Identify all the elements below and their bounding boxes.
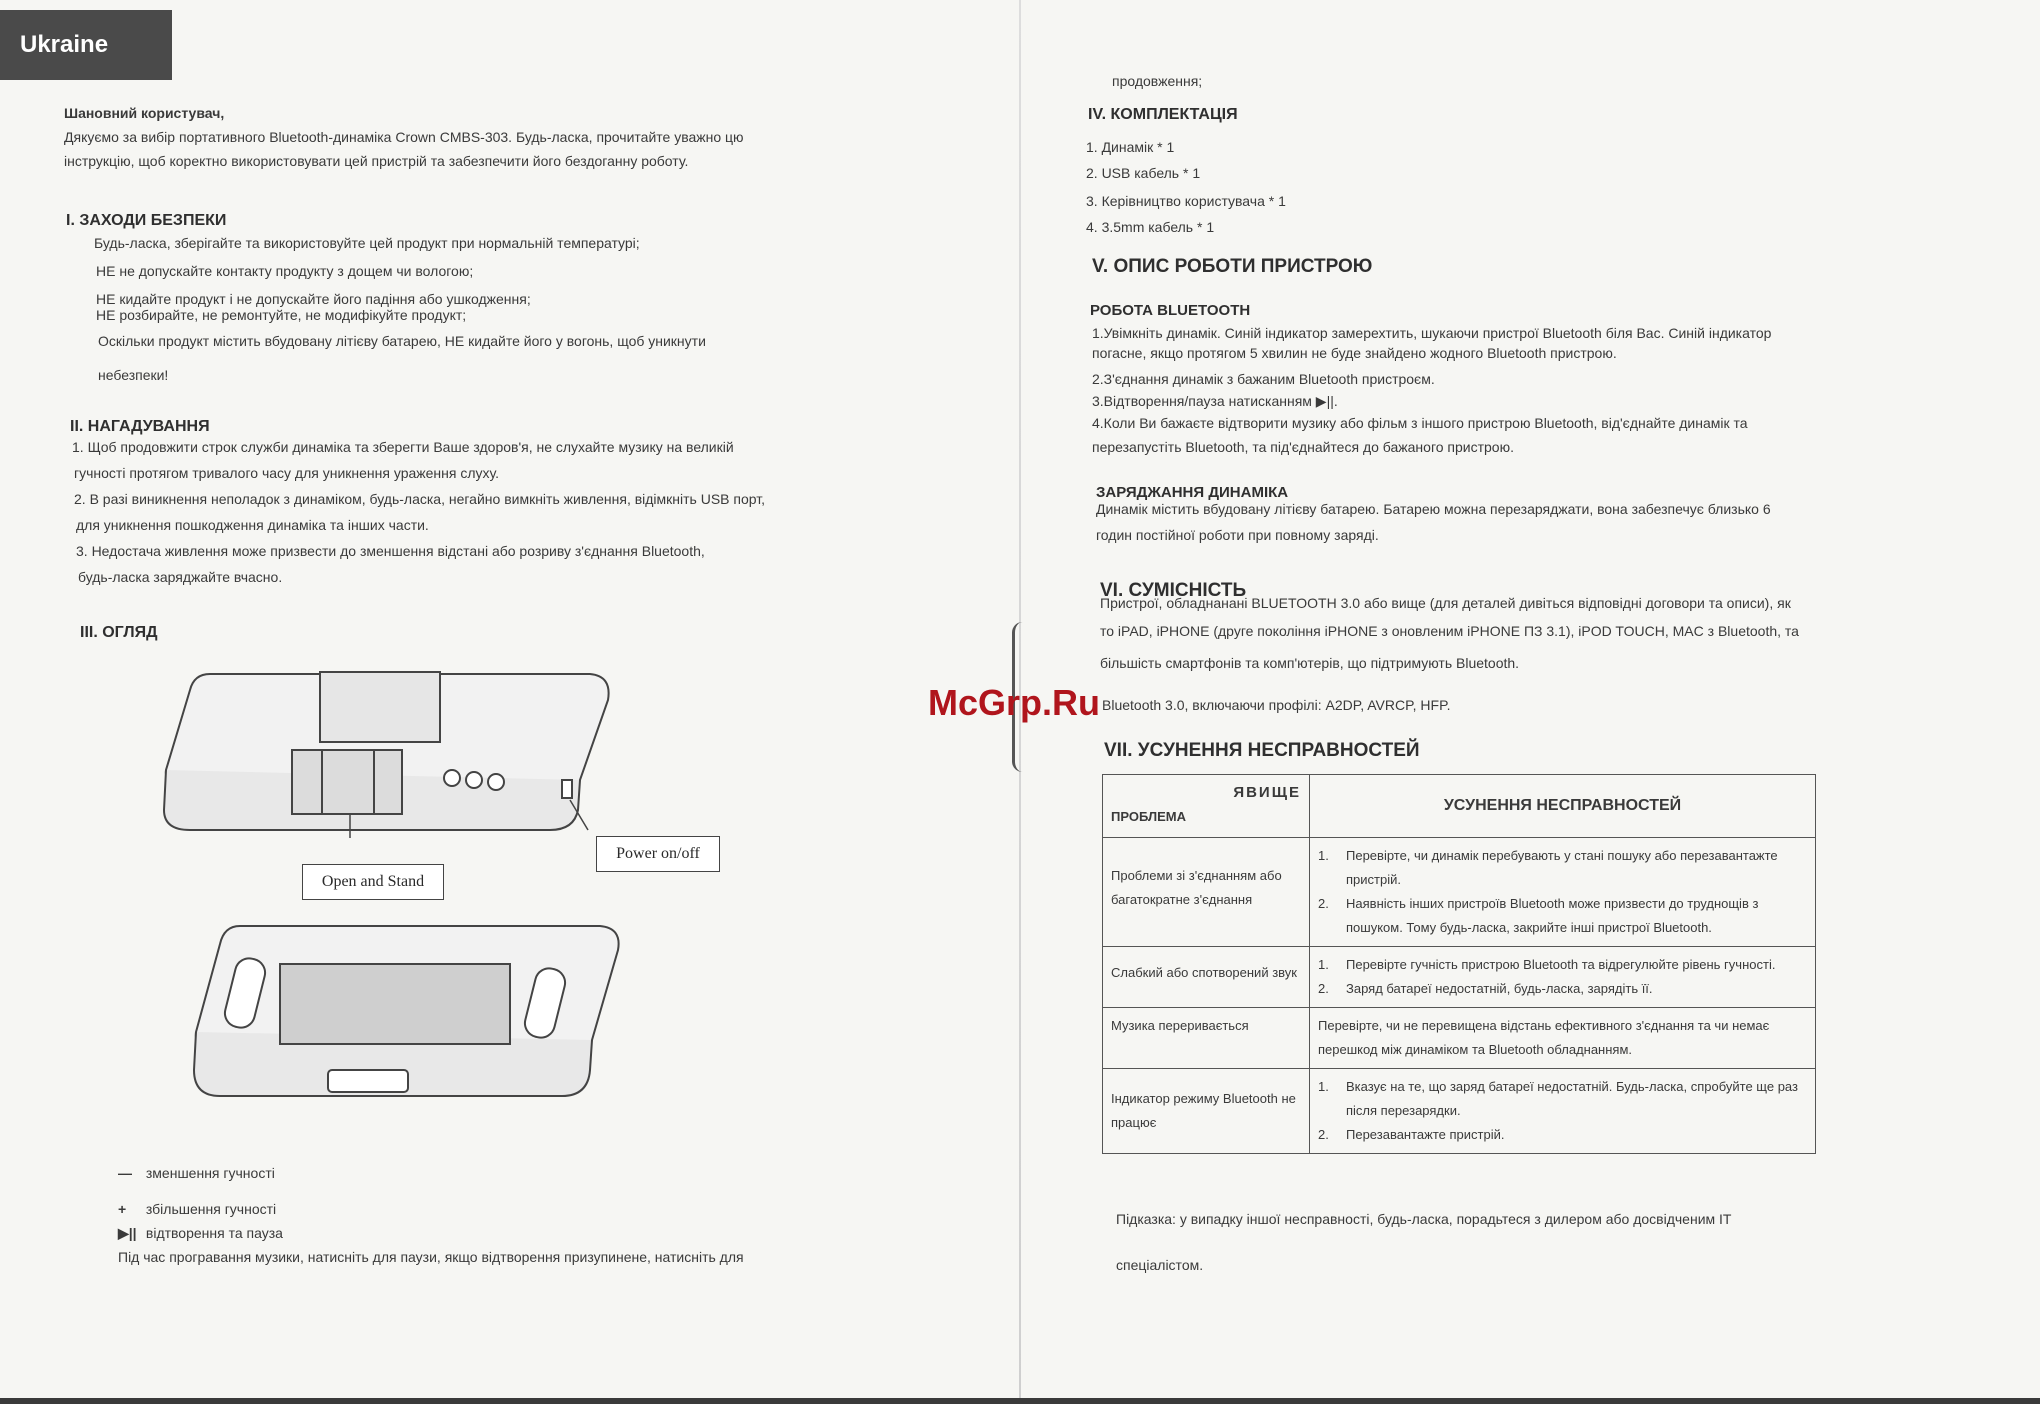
region-label: Ukraine (0, 10, 172, 80)
package-item: 3. Керівництво користувача * 1 (1086, 193, 1286, 209)
bt-title: РОБОТА BLUETOOTH (1090, 302, 1251, 319)
reminder-line: будь-ласка заряджайте вчасно. (78, 569, 283, 585)
problem-cell: Музика переривається (1103, 1008, 1310, 1069)
legend-text: відтворення та пауза (145, 1225, 283, 1241)
overview-title: III. ОГЛЯД (80, 624, 158, 641)
bt-line: 4.Коли Ви бажаєте відтворити музику або фільм з іншого пристрою Bluetooth, від'єднайте динамік та (1092, 415, 1748, 431)
fix-item: Заряд батареї недостатній, будь-ласка, зарядіть її. (1346, 981, 1653, 996)
minus-icon: — (118, 1165, 132, 1181)
safety-line: небезпеки! (98, 367, 169, 383)
legend-item-volume-down (118, 1162, 275, 1184)
watermark: McGrp.Ru (928, 682, 1101, 723)
table-row (1103, 1069, 1816, 1154)
bt-line: перезапустіть Bluetooth, та під'єднайтеся до бажаного пристрою. (1092, 439, 1514, 455)
safety-line: НЕ розбирайте, не ремонтуйте, не модифікуйте продукт; (96, 307, 467, 323)
trouble-title: VII. УСУНЕННЯ НЕСПРАВНОСТЕЙ (1104, 740, 1420, 761)
bt-line: 3.Відтворення/пауза натисканням ▶||. (1092, 393, 1338, 409)
compat-line: Пристрої, обладнанані BLUETOOTH 3.0 або вище (для деталей дивіться відповідні договори та описи), як (1100, 595, 1791, 611)
fix-item: Перевірте гучність пристрою Bluetooth та відрегулюйте рівень гучності. (1346, 957, 1776, 972)
intro-line-1: Дякуємо за вибір портативного Bluetooth-динаміка Crown CMBS-303. Будь-ласка, прочитайте уважно цю (64, 129, 744, 145)
charge-line: Динамік містить вбудовану літієву батарею. Батарею можна перезаряджати, вона забезпечує близько 6 (1096, 501, 1771, 517)
fix-cell: 1. Вказує на те, що заряд батареї недостатній. Будь-ласка, спробуйте ще раз після перезарядки. 2. Перезавантажте пристрій. (1310, 1069, 1816, 1154)
compat-line: то iPAD, iPHONE (друге покоління iPHONE з оновленим iPHONE ПЗ 3.1), iPOD TOUCH, MAC з Bluetooth, та (1100, 623, 1799, 639)
intro-line-2: інструкцію, щоб коректно використовувати цей пристрій та забезпечити його бездоганну роботу. (64, 153, 689, 169)
table-header-corner (1103, 775, 1310, 838)
hint-line-2: спеціалістом. (1116, 1257, 1204, 1273)
package-title: IV. КОМПЛЕКТАЦІЯ (1088, 106, 1238, 123)
compat-title: VI. СУМІСНІСТЬ (1100, 580, 1247, 601)
bt-line: погасне, якщо протягом 5 хвилин не буде знайдено жодного Bluetooth пристрою. (1092, 345, 1617, 361)
header-problem: ПРОБЛЕМА (1111, 809, 1186, 824)
fix-item: Перевірте, чи динамік перебувають у стані пошуку або перезавантажте пристрій. (1346, 848, 1778, 887)
reminder-line: 1. Щоб продовжити строк служби динаміка та зберегти Ваше здоров'я, не слухайте музику на великій (72, 439, 734, 455)
speaker-illustration-top (150, 660, 620, 840)
fix-item: Наявність інших пристроїв Bluetooth може призвести до труднощів з пошуком. Тому будь-ласка, закрийте інші пристрої Bluetooth. (1346, 896, 1759, 935)
bt-line: 1.Увімкніть динамік. Синій індикатор замерехтить, шукаючи пристрої Bluetooth біля Вас. Синій індикатор (1092, 325, 1772, 341)
header-phenomenon: ЯВИЩЕ (1233, 784, 1301, 801)
play-pause-icon (466, 772, 482, 788)
reminder-line: гучності протягом тривалого часу для уникнення ураження слуху. (74, 465, 500, 481)
safety-line: Оскільки продукт містить вбудовану літієву батарею, НЕ кидайте його у вогонь, щоб уникнути (98, 333, 706, 349)
play-note: Під час програвання музики, натисніть для паузи, якщо відтворення призупинене, натисніть для (118, 1249, 744, 1265)
fix-cell: 1. Перевірте, чи динамік перебувають у стані пошуку або перезавантажте пристрій. 2. Наявність інших пристроїв Bluetooth може призвести до труднощів з пошуком. Тому будь-ласка, закрийте інші пристрої Bluetooth. (1310, 838, 1816, 947)
play-pause-icon: ▶|| (118, 1225, 137, 1241)
header-fix: УСУНЕННЯ НЕСПРАВНОСТЕЙ (1310, 775, 1816, 838)
reminder-title: II. НАГАДУВАННЯ (70, 418, 210, 435)
reminder-line: 2. В разі виникнення неполадок з динаміком, будь-ласка, негайно вимкніть живлення, відімкніть USB порт, (74, 491, 766, 507)
volume-down-icon (444, 770, 460, 786)
safety-title: I. ЗАХОДИ БЕЗПЕКИ (66, 212, 227, 229)
plus-icon: + (118, 1201, 127, 1217)
legend-item-play-pause (118, 1222, 283, 1244)
table-row (1103, 947, 1816, 1008)
package-item: 1. Динамік * 1 (1086, 139, 1175, 155)
compat-line: Bluetooth 3.0, включаючи профілі: A2DP, AVRCP, HFP. (1102, 697, 1451, 713)
legend-text: збільшення гучності (145, 1201, 277, 1217)
safety-line: НЕ кидайте продукт і не допускайте його падіння або ушкодження; (96, 291, 531, 307)
bottom-border (0, 1398, 2040, 1404)
charge-title: ЗАРЯДЖАННЯ ДИНАМІКА (1096, 484, 1289, 501)
compat-line: більшість смартфонів та комп'ютерів, що підтримують Bluetooth. (1100, 655, 1520, 671)
fix-item: Вказує на те, що заряд батареї недостатній. Будь-ласка, спробуйте ще раз після перезарядки. (1346, 1079, 1798, 1118)
problem-cell: Проблеми зі з'єднанням або багатократне з'єднання (1103, 838, 1310, 947)
speaker-illustration-bottom (190, 920, 630, 1100)
right-page (1020, 0, 2040, 1404)
package-item: 2. USB кабель * 1 (1086, 165, 1201, 181)
reminder-line: 3. Недостача живлення може призвести до зменшення відстані або розриву з'єднання Bluetooth, (76, 543, 705, 559)
callout-power: Power on/off (596, 836, 720, 872)
table-row (1103, 1008, 1816, 1069)
legend-item-volume-up (118, 1198, 276, 1220)
fix-cell: Перевірте, чи не перевищена відстань ефективного з'єднання та чи немає перешкод між динаміком та Bluetooth обладнанням. (1310, 1008, 1816, 1069)
legend-text: зменшення гучності (145, 1165, 275, 1181)
hint-line-1: Підказка: у випадку іншої несправності, будь-ласка, порадьтеся з дилером або досвідченим IT (1116, 1211, 1732, 1227)
volume-up-icon (488, 774, 504, 790)
callout-open-and-stand: Open and Stand (302, 864, 444, 900)
safety-line: Будь-ласка, зберігайте та використовуйте цей продукт при нормальній температурі; (94, 235, 640, 251)
table-row (1103, 838, 1816, 947)
fix-item: Перезавантажте пристрій. (1346, 1127, 1505, 1142)
safety-line: НЕ не допускайте контакту продукту з дощем чи вологою; (96, 263, 474, 279)
continuation-text: продовження; (1112, 73, 1203, 89)
problem-cell: Слабкий або спотворений звук (1103, 947, 1310, 1008)
operation-title: V. ОПИС РОБОТИ ПРИСТРОЮ (1092, 256, 1373, 277)
fix-cell: 1. Перевірте гучність пристрою Bluetooth та відрегулюйте рівень гучності. 2. Заряд батареї недостатній, будь-ласка, зарядіть її. (1310, 947, 1816, 1008)
reminder-line: для уникнення пошкодження динаміка та інших части. (76, 517, 429, 533)
package-item: 4. 3.5mm кабель * 1 (1086, 219, 1215, 235)
problem-cell: Індикатор режиму Bluetooth не працює (1103, 1069, 1310, 1154)
greeting: Шановний користувач, (64, 105, 225, 121)
charge-line: годин постійної роботи при повному заряді. (1096, 527, 1379, 543)
troubleshooting-table (1102, 774, 1816, 1154)
bt-line: 2.З'єднання динамік з бажаним Bluetooth пристроєм. (1092, 371, 1435, 387)
